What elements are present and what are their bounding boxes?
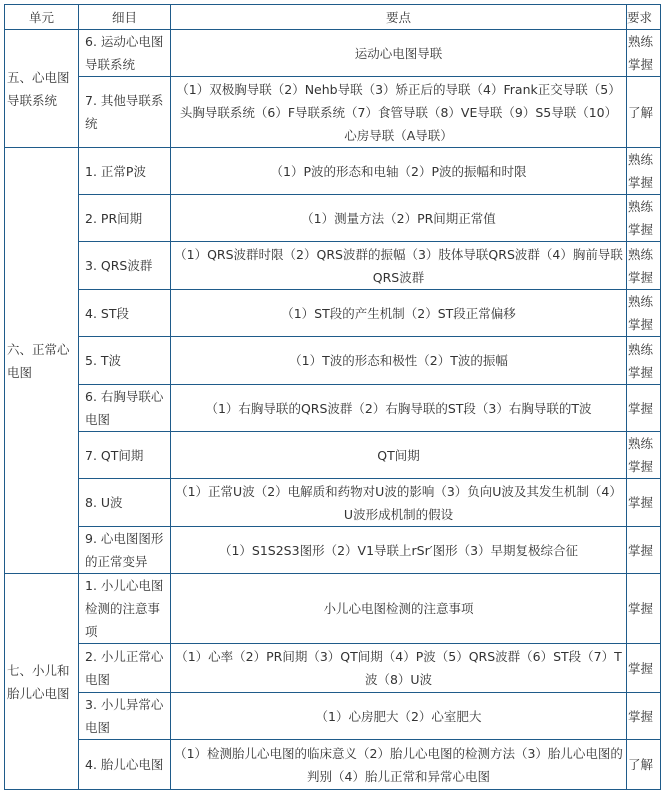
header-item: 细目 [79,5,171,30]
table-row [5,30,661,77]
table-row [5,574,661,644]
item-cell: 6. 右胸导联心电图 [79,385,171,432]
table-row [5,195,661,242]
item-cell: 4. ST段 [79,290,171,337]
item-cell: 5. T波 [79,337,171,385]
requirement-cell: 熟练掌握 [627,432,661,479]
points-cell: （1）S1S2S3图形（2）V1导联上rSr′图形（3）早期复极综合征 [171,527,627,574]
table-row [5,527,661,574]
points-cell: 小儿心电图检测的注意事项 [171,574,627,644]
item-cell: 9. 心电图图形的正常变异 [79,527,171,574]
requirement-cell: 熟练掌握 [627,337,661,385]
requirement-cell: 熟练掌握 [627,242,661,290]
requirement-cell: 熟练掌握 [627,148,661,195]
item-cell: 1. 小儿心电图检测的注意事项 [79,574,171,644]
points-cell: （1）心房肥大（2）心室肥大 [171,693,627,740]
item-cell: 7. 其他导联系统 [79,77,171,148]
points-cell: （1）测量方法（2）PR间期正常值 [171,195,627,242]
requirement-cell: 了解 [627,77,661,148]
points-cell: （1）正常U波（2）电解质和药物对U波的影响（3）负向U波及其发生机制（4）U波形成机制的假设 [171,479,627,527]
points-cell: （1）P波的形态和电轴（2）P波的振幅和时限 [171,148,627,195]
requirement-cell: 掌握 [627,479,661,527]
points-cell: （1）右胸导联的QRS波群（2）右胸导联的ST段（3）右胸导联的T波 [171,385,627,432]
item-cell: 3. 小儿异常心电图 [79,693,171,740]
table-row [5,290,661,337]
table-row [5,242,661,290]
item-cell: 6. 运动心电图导联系统 [79,30,171,77]
requirement-cell: 掌握 [627,574,661,644]
table-row [5,385,661,432]
table-row [5,740,661,790]
requirement-cell: 熟练掌握 [627,30,661,77]
points-cell: （1）心率（2）PR间期（3）QT间期（4）P波（5）QRS波群（6）ST段（7）T波（8）U波 [171,644,627,693]
item-cell: 4. 胎儿心电图 [79,740,171,790]
header-row [5,5,661,30]
requirement-cell: 掌握 [627,644,661,693]
table-row [5,479,661,527]
table-row [5,148,661,195]
requirement-cell: 熟练掌握 [627,290,661,337]
item-cell: 2. PR间期 [79,195,171,242]
header-unit: 单元 [5,5,79,30]
requirement-cell: 掌握 [627,385,661,432]
points-cell: （1）ST段的产生机制（2）ST段正常偏移 [171,290,627,337]
table-row [5,693,661,740]
requirement-cell: 掌握 [627,693,661,740]
header-requirement: 要求 [627,5,661,30]
unit-cell: 五、心电图导联系统 [5,30,79,148]
unit-cell: 六、正常心电图 [5,148,79,574]
points-cell: QT间期 [171,432,627,479]
table-row [5,77,661,148]
requirement-cell: 熟练掌握 [627,195,661,242]
table-row [5,337,661,385]
syllabus-table [4,4,661,790]
item-cell: 8. U波 [79,479,171,527]
table-row [5,644,661,693]
points-cell: （1）双极胸导联（2）Nehb导联（3）矫正后的导联（4）Frank正交导联（5）头胸导联系统（6）F导联系统（7）食管导联（8）VE导联（9）S5导联（10）心房导联（A导联） [171,77,627,148]
points-cell: （1）检测胎儿心电图的临床意义（2）胎儿心电图的检测方法（3）胎儿心电图的判别（4）胎儿正常和异常心电图 [171,740,627,790]
table-row [5,432,661,479]
item-cell: 7. QT间期 [79,432,171,479]
unit-cell: 七、小儿和胎儿心电图 [5,574,79,790]
requirement-cell: 掌握 [627,527,661,574]
points-cell: （1）QRS波群时限（2）QRS波群的振幅（3）肢体导联QRS波群（4）胸前导联QRS波群 [171,242,627,290]
item-cell: 1. 正常P波 [79,148,171,195]
item-cell: 2. 小儿正常心电图 [79,644,171,693]
points-cell: 运动心电图导联 [171,30,627,77]
header-points: 要点 [171,5,627,30]
requirement-cell: 了解 [627,740,661,790]
table-body [5,30,661,790]
item-cell: 3. QRS波群 [79,242,171,290]
points-cell: （1）T波的形态和极性（2）T波的振幅 [171,337,627,385]
